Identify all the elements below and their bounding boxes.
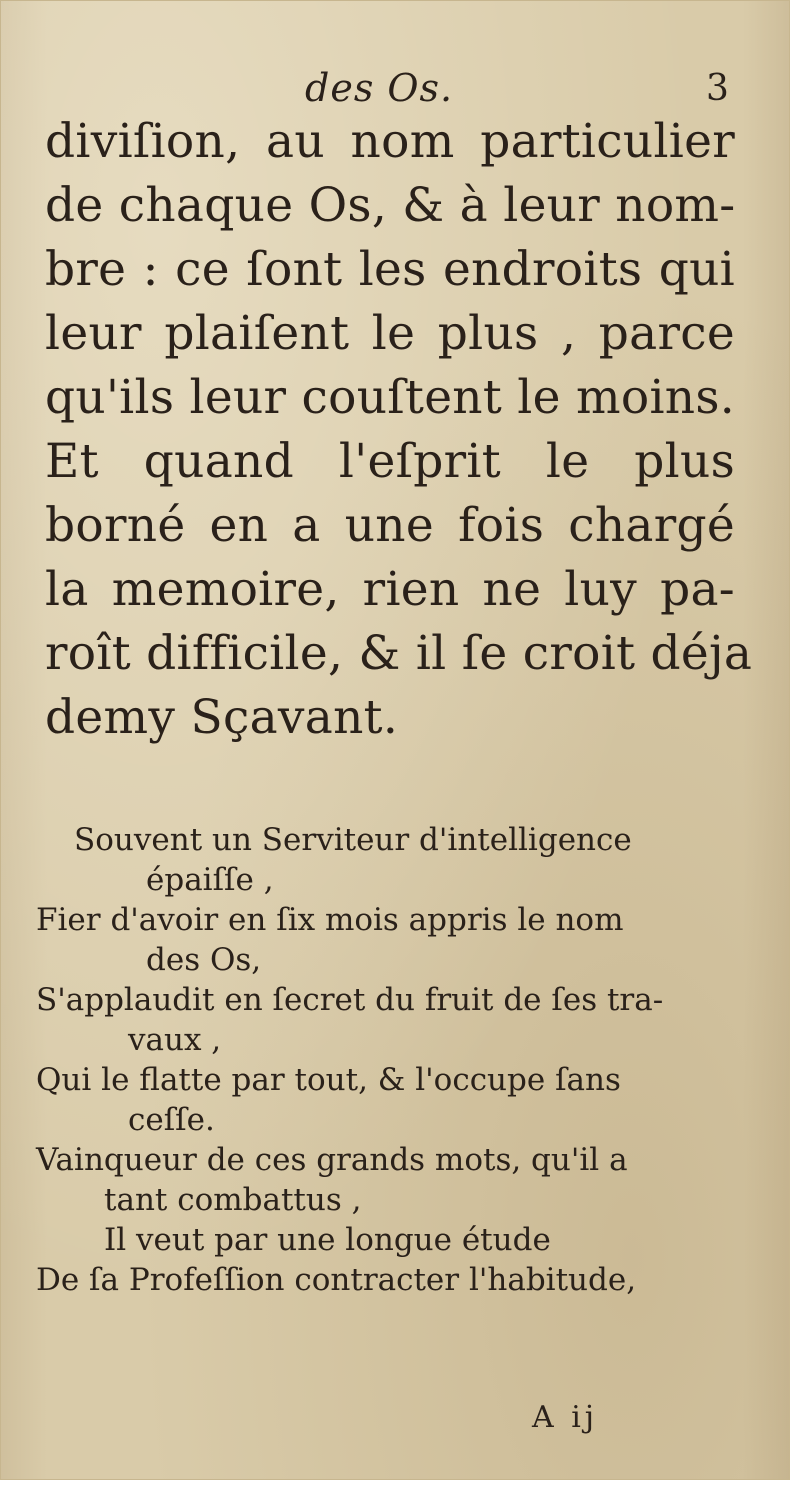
- prose-line: demy Sçavant.: [45, 690, 399, 745]
- verse-line: Il veut par une longue étude: [104, 1222, 551, 1258]
- verse-block: [36, 820, 736, 1300]
- prose-paragraph: [45, 110, 753, 750]
- prose-line: Et quand l'eſprit le plus: [45, 434, 735, 489]
- verse-line: Vainqueur de ces grands mots, qu'il a: [36, 1142, 628, 1178]
- verse-line: ceſſe.: [128, 1102, 215, 1138]
- verse-line: tant combattus ,: [104, 1182, 362, 1218]
- prose-line: leur plaiſent le plus , parce: [45, 306, 735, 361]
- verse-line: des Os,: [146, 942, 262, 978]
- prose-line: bre : ce ſont les endroits qui: [45, 242, 735, 297]
- prose-line: borné en a une fois chargé: [45, 498, 735, 553]
- verse-line: Qui le flatte par tout, & l'occupe ſans: [36, 1062, 621, 1098]
- prose-line: diviſion, au nom particulier: [45, 114, 735, 169]
- verse-line: épaiſſe ,: [146, 862, 274, 898]
- prose-line: de chaque Os, & à leur nom-: [45, 178, 736, 233]
- verse-line: Souvent un Serviteur d'intelligence: [74, 822, 632, 858]
- verse-line: De ſa Profeſſion contracter l'habitude,: [36, 1262, 637, 1298]
- running-title: des Os.: [305, 66, 454, 110]
- prose-line: roît difficile, & il ſe croit déja: [45, 626, 753, 681]
- page-number: 3: [706, 68, 729, 109]
- verse-line: S'applaudit en ſecret du fruit de ſes tra-: [36, 982, 664, 1018]
- verse-line: Fier d'avoir en ſix mois appris le nom: [36, 902, 624, 938]
- signature-mark: A ij: [532, 1400, 599, 1435]
- running-head: [0, 66, 790, 116]
- verse-line: vaux ,: [128, 1022, 222, 1058]
- prose-line: la memoire, rien ne luy pa-: [45, 562, 735, 617]
- prose-line: qu'ils leur couſtent le moins.: [45, 370, 736, 425]
